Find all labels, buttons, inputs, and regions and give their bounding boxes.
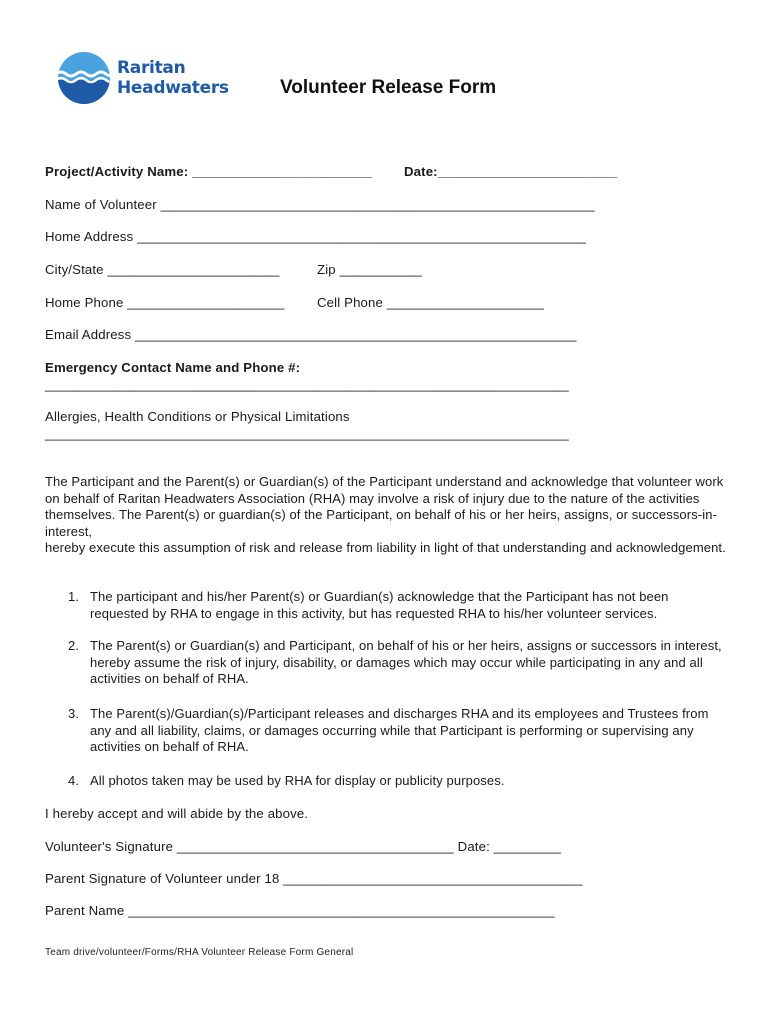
volunteer-name-field[interactable]: Name of Volunteer __________________________________________________________: [45, 197, 595, 212]
emergency-contact-field[interactable]: ______________________________________________________________________: [45, 377, 569, 392]
list-item-number: 4.: [68, 773, 80, 788]
project-date-field[interactable]: Date:________________________: [404, 164, 618, 179]
home-phone-field[interactable]: Home Phone _____________________: [45, 295, 285, 310]
cell-phone-field[interactable]: Cell Phone _____________________: [317, 295, 544, 310]
volunteer-signature-field[interactable]: Volunteer's Signature _____________________________________ Date: _________: [45, 839, 562, 854]
agreement-intro-continued: hereby execute this assumption of risk and release from liability in light of that understanding and acknowledgement.: [45, 540, 726, 555]
email-field[interactable]: Email Address ___________________________________________________________: [45, 327, 577, 342]
emergency-contact-label: Emergency Contact Name and Phone #:: [45, 360, 301, 375]
logo-line-2: Headwaters: [117, 78, 229, 98]
parent-signature-field[interactable]: Parent Signature of Volunteer under 18 ________________________________________: [45, 871, 583, 886]
raritan-headwaters-logo: [56, 50, 231, 110]
page-title: Volunteer Release Form: [280, 77, 497, 98]
list-item-number: 1.: [68, 589, 80, 604]
logo-line-1: Raritan: [117, 58, 186, 78]
acceptance-statement: I hereby accept and will abide by the above.: [45, 806, 309, 821]
list-item-number: 2.: [68, 638, 80, 653]
allergies-field[interactable]: ______________________________________________________________________: [45, 426, 569, 441]
project-activity-field[interactable]: Project/Activity Name: ________________________: [45, 164, 372, 179]
list-item-text: The participant and his/her Parent(s) or Guardian(s) acknowledge that the Participant has not been requested by RHA to engage in this activity, but has requested RHA to his/her volunteer services.: [90, 589, 669, 621]
list-item-text: The Parent(s) or Guardian(s) and Participant, on behalf of his or her heirs, assigns or successors in interest, hereby assume the risk of injury, disability, or damages which may occur while participating in any and all activities on behalf of RHA.: [90, 638, 722, 687]
allergies-label: Allergies, Health Conditions or Physical Limitations: [45, 409, 350, 424]
footer-file-path: Team drive/volunteer/Forms/RHA Volunteer Release Form General: [45, 947, 354, 958]
list-item-text: The Parent(s)/Guardian(s)/Participant releases and discharges RHA and its employees and Trustees from any and all liability, claims, or damages occurring while that Participant is performing or supervising any activities on behalf of RHA.: [90, 706, 709, 755]
home-address-field[interactable]: Home Address ____________________________________________________________: [45, 229, 587, 244]
water-drop-logo-icon: [56, 50, 112, 106]
agreement-intro: The Participant and the Parent(s) or Guardian(s) of the Participant understand and acknowledge that volunteer work on behalf of Raritan Headwaters Association (RHA) may involve a risk of injury due to the nature of the activities themselves. The Parent(s) or guardian(s) of the Participant, on behalf of his or her heirs, assigns, or successors-in-interest,: [45, 474, 724, 539]
list-item-number: 3.: [68, 706, 80, 721]
zip-field[interactable]: Zip ___________: [317, 262, 422, 277]
list-item-text: All photos taken may be used by RHA for display or publicity purposes.: [90, 773, 505, 788]
city-state-field[interactable]: City/State _______________________: [45, 262, 280, 277]
parent-name-field[interactable]: Parent Name _________________________________________________________: [45, 903, 555, 918]
